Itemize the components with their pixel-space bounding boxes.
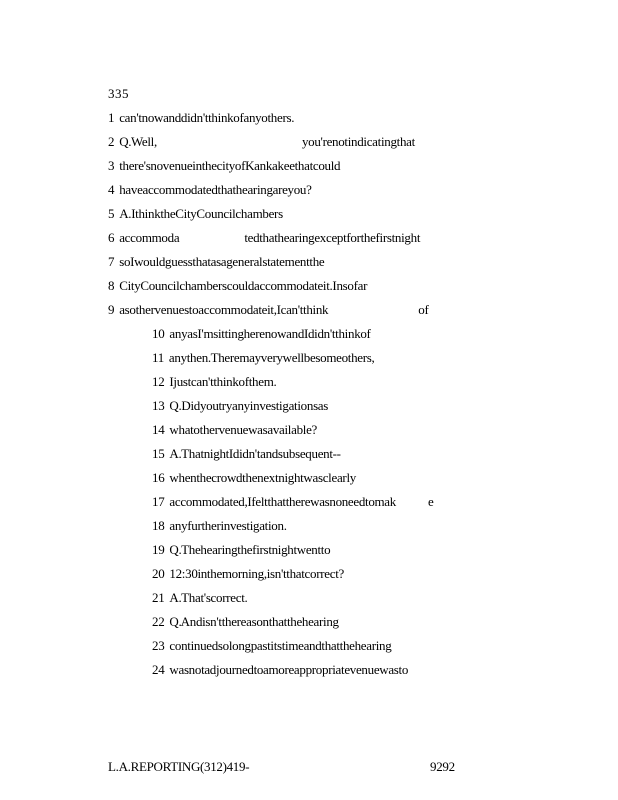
line-text: there's no venue in the city of Kankakee that could [119, 158, 341, 173]
line-text: accommoda [119, 230, 180, 245]
line-number: 8 [108, 278, 115, 293]
line-number: 19 [152, 542, 165, 557]
line-text: Q. The hearing the first night went to [169, 542, 331, 557]
transcript-line [108, 442, 598, 466]
transcript-line [108, 538, 598, 562]
line-number: 21 [152, 590, 165, 605]
line-number: 14 [152, 422, 165, 437]
line-text: any as I'm sitting here now and I didn't think of [169, 326, 371, 341]
line-number: 1 [108, 110, 115, 125]
transcript-line [108, 250, 598, 274]
line-number: 3 [108, 158, 115, 173]
footer-phone-suffix: 9292 [430, 759, 455, 774]
line-number: 7 [108, 254, 115, 269]
line-text: continued so long past its time and that the hearing [169, 638, 392, 653]
line-text: I just can't think of them. [169, 374, 277, 389]
transcript-line [108, 418, 598, 442]
page-number: 335 [108, 86, 129, 101]
line-number: 2 [108, 134, 115, 149]
transcript-line [108, 562, 598, 586]
transcript-line [108, 178, 598, 202]
line-text: A. That night I didn't and subsequent -- [169, 446, 341, 461]
transcript-line [108, 298, 598, 322]
line-number: 22 [152, 614, 165, 629]
transcript-line [108, 226, 598, 250]
line-text: when the crowd the next night was clearly [169, 470, 356, 485]
line-text: any then. There may very well be some others, [168, 350, 375, 365]
transcript-line [108, 106, 598, 130]
line-number: 20 [152, 566, 165, 581]
transcript-line [108, 322, 598, 346]
line-number: 23 [152, 638, 165, 653]
transcript-line [108, 394, 598, 418]
line-number: 17 [152, 494, 165, 509]
line-text-continued: of [418, 302, 429, 317]
line-number: 24 [152, 662, 165, 677]
footer-reporting-label: L.A. REPORTING (312) 419- [108, 759, 250, 774]
transcript-line [108, 634, 598, 658]
line-text: what other venue was available? [169, 422, 318, 437]
footer [108, 755, 455, 779]
line-text: Q. Did you try any investigations as [169, 398, 329, 413]
line-text: Q. And isn't the reason that the hearing [169, 614, 339, 629]
transcript-line [108, 466, 598, 490]
line-number: 4 [108, 182, 115, 197]
line-text: City Council chambers could accommodate it. Insofar [119, 278, 368, 293]
line-number: 11 [152, 350, 164, 365]
transcript-lines [108, 106, 598, 682]
line-number: 16 [152, 470, 165, 485]
line-number: 18 [152, 518, 165, 533]
line-number: 5 [108, 206, 115, 221]
line-text: can't now and didn't think of any others. [119, 110, 295, 125]
transcript-line [108, 610, 598, 634]
line-text-continued: ted that hearing except for the first night [244, 230, 421, 245]
transcript-line [108, 346, 598, 370]
line-number: 15 [152, 446, 165, 461]
transcript-line [108, 370, 598, 394]
transcript-line [108, 130, 598, 154]
line-number: 12 [152, 374, 165, 389]
line-text: A. I think the City Council chambers [119, 206, 283, 221]
line-text: any further investigation. [169, 518, 287, 533]
transcript-content [108, 82, 598, 682]
line-text: A. That's correct. [169, 590, 248, 605]
line-text-continued: you're not indicating that [301, 134, 415, 149]
line-number: 9 [108, 302, 115, 317]
transcript-line [108, 202, 598, 226]
line-number: 10 [152, 326, 165, 341]
line-text: Q. Well, [119, 134, 157, 149]
line-text: as other venues to accommodate it, I can't think [119, 302, 329, 317]
transcript-line [108, 658, 598, 682]
line-text: 12:30 in the morning, isn't that correct? [169, 566, 344, 581]
line-text-continued: e [427, 494, 434, 509]
line-number: 13 [152, 398, 165, 413]
transcript-line [108, 154, 598, 178]
line-text: was not adjourned to a more appropriate venue was to [169, 662, 409, 677]
line-number: 6 [108, 230, 115, 245]
line-text: so I would guess that as a general statement the [119, 254, 325, 269]
transcript-line [108, 586, 598, 610]
transcript-line [108, 490, 598, 514]
transcript-line [108, 274, 598, 298]
line-text: have accommodated that hearing are you? [119, 182, 312, 197]
line-text: accommodated, I felt that there was no need to mak [169, 494, 396, 509]
transcript-line [108, 514, 598, 538]
